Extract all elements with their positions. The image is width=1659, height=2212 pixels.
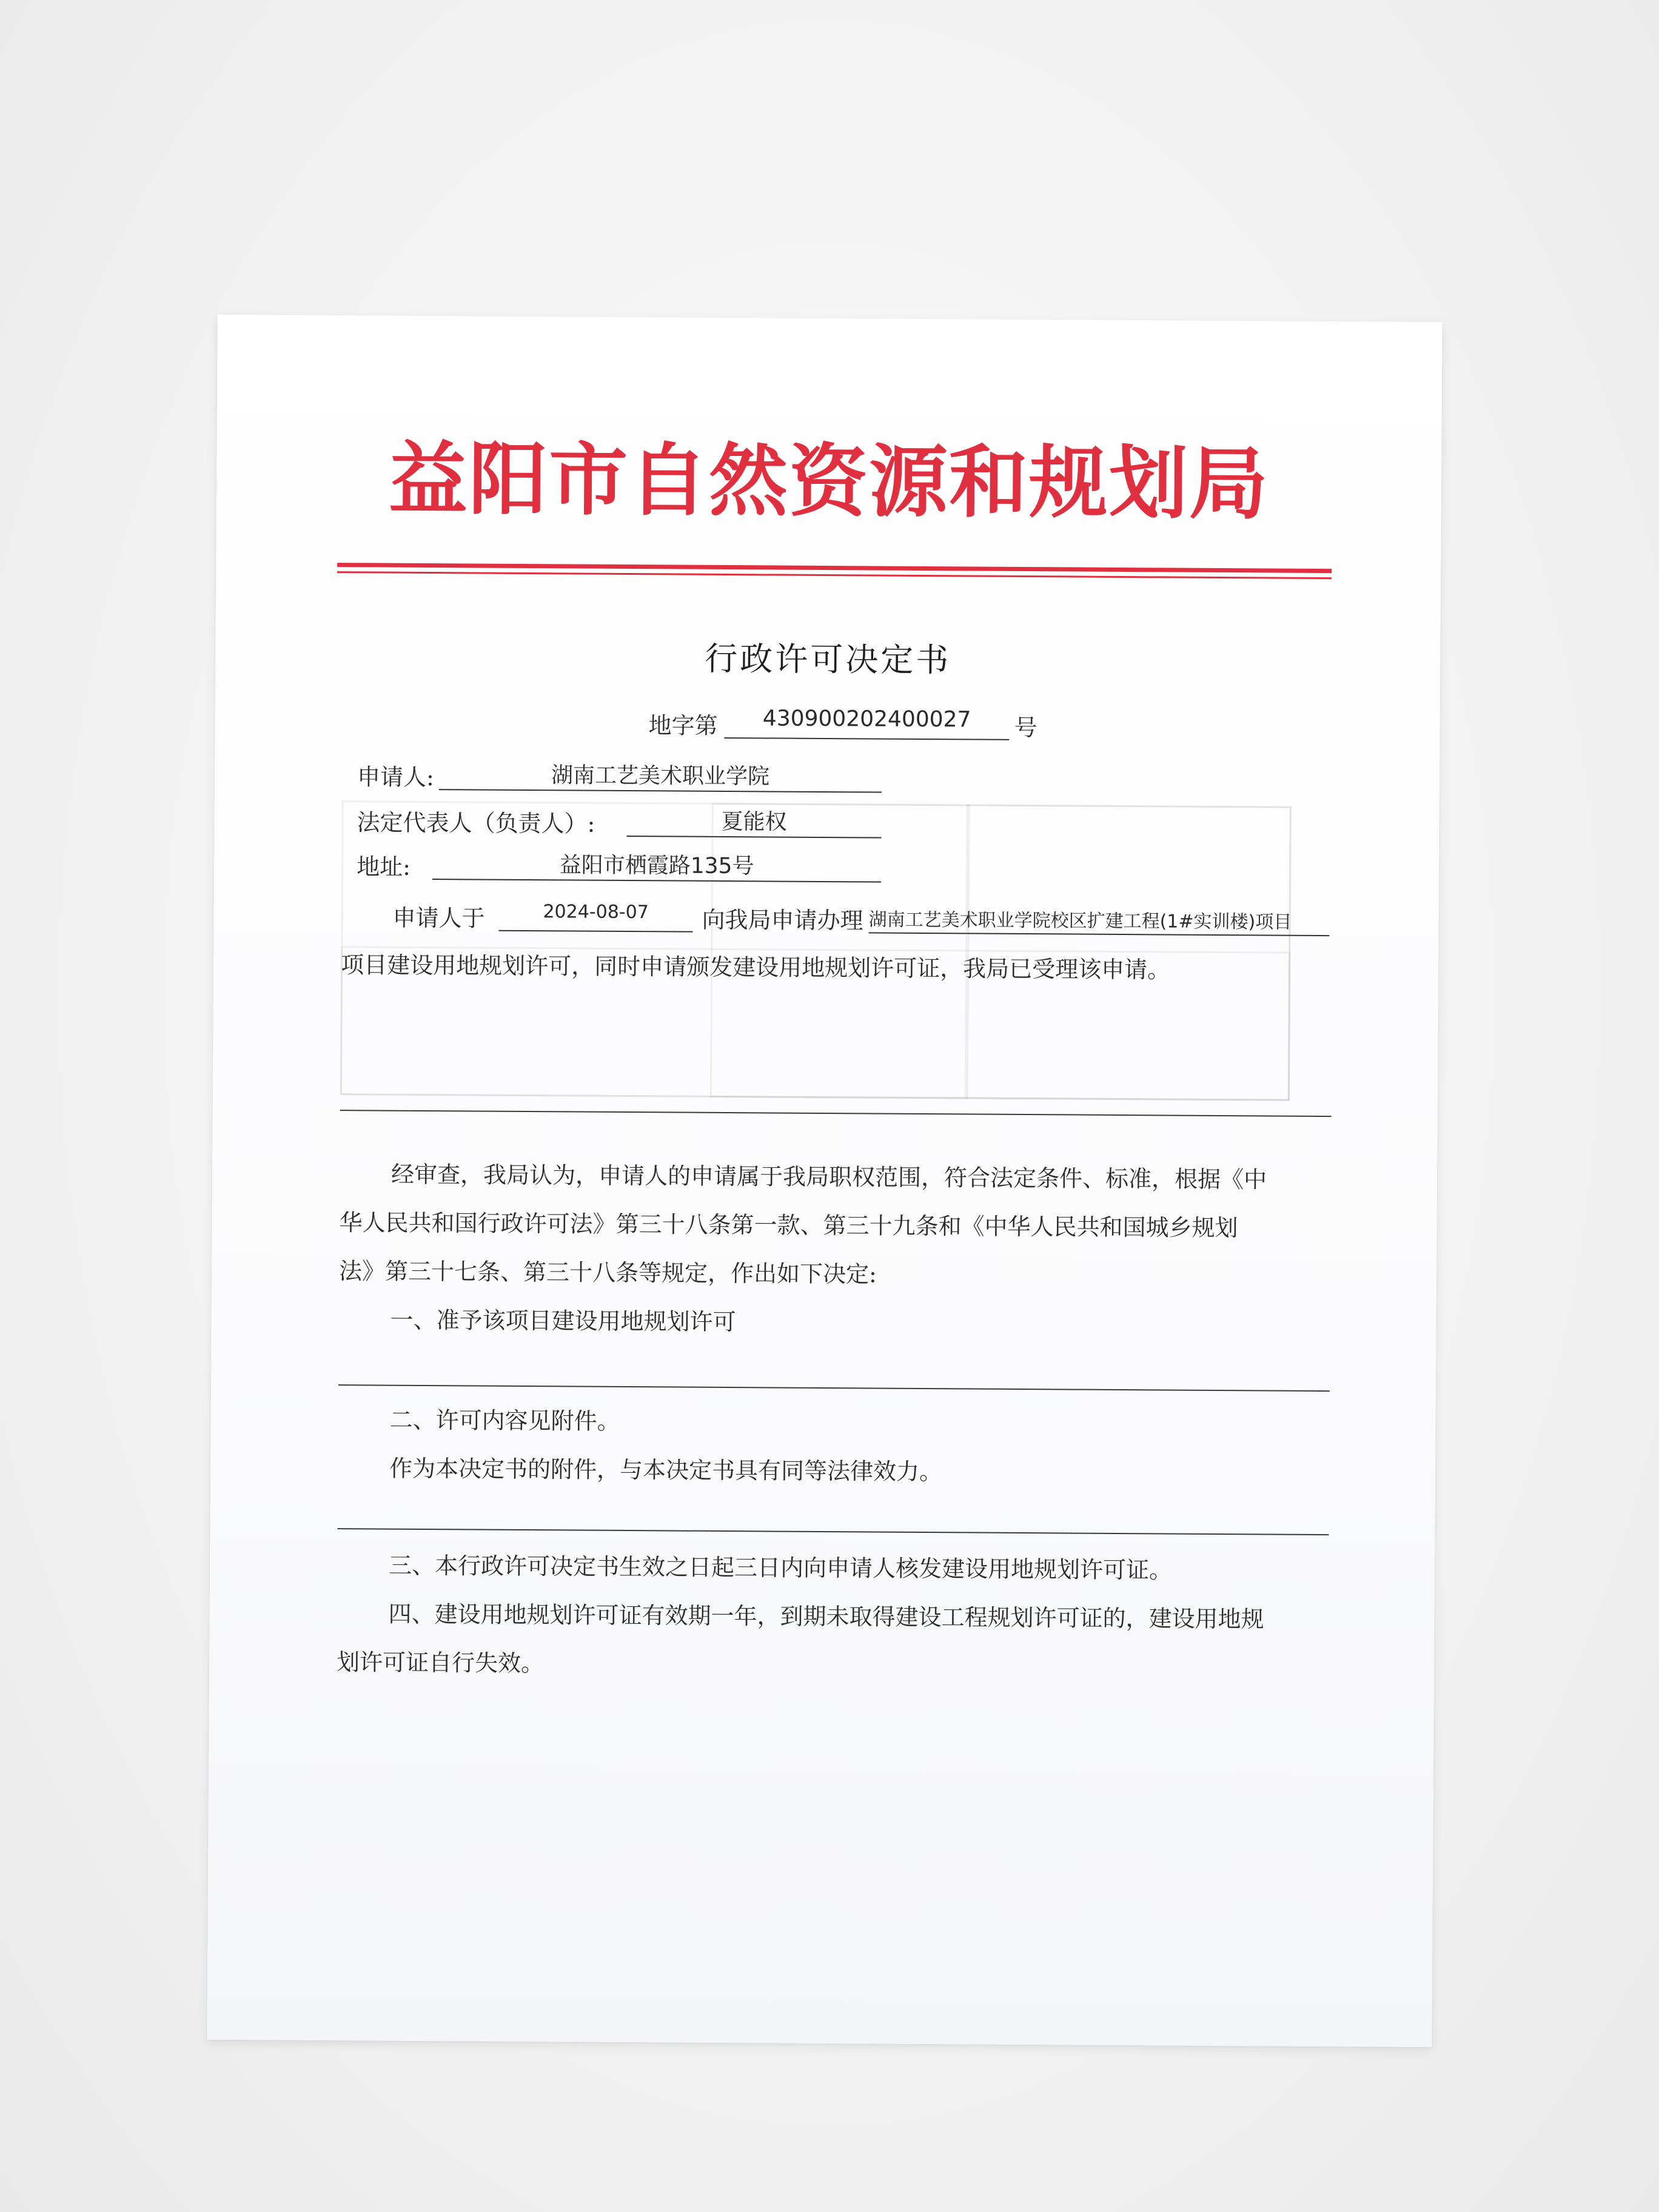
document-title: 行政许可决定书 bbox=[705, 639, 951, 680]
header-red-line-bottom bbox=[337, 571, 1332, 579]
application-date: 2024-08-07 bbox=[543, 901, 649, 923]
application-lead: 申请人于 bbox=[392, 904, 485, 932]
address-label: 地址: bbox=[357, 853, 411, 880]
applicant-label: 申请人: bbox=[357, 763, 434, 791]
review-line-1: 经审查，我局认为，申请人的申请属于我局职权范围，符合法定条件、标准，根据《中 bbox=[390, 1161, 1267, 1193]
application-mid: 向我局申请办理 bbox=[702, 906, 863, 934]
applicant-name: 湖南工艺美术职业学院 bbox=[551, 763, 770, 789]
legal-rep-label: 法定代表人（负责人）: bbox=[357, 809, 595, 837]
section-rule-2 bbox=[338, 1384, 1330, 1392]
decision-4-line-2: 划许可证自行失效。 bbox=[337, 1649, 545, 1677]
section-rule-1 bbox=[340, 1110, 1332, 1117]
permit-number: 430900202400027 bbox=[762, 706, 971, 732]
decision-document-page bbox=[207, 315, 1442, 2047]
decision-1: 一、准予该项目建设用地规划许可 bbox=[390, 1306, 736, 1336]
address-value: 益阳市栖霞路135号 bbox=[559, 853, 754, 879]
permit-number-underline bbox=[724, 737, 1009, 740]
project-name: 湖南工艺美术职业学院校区扩建工程(1#实训楼)项目 bbox=[868, 909, 1292, 933]
review-line-2: 华人民共和国行政许可法》第三十八条第一款、第三十九条和《中华人民共和国城乡规划 bbox=[339, 1209, 1238, 1242]
header-red-line-top bbox=[337, 563, 1332, 573]
review-line-3: 法》第三十七条、第三十八条等规定，作出如下决定: bbox=[338, 1258, 877, 1288]
agency-header: 益阳市自然资源和规划局 bbox=[388, 432, 1270, 531]
decision-4-line-1: 四、建设用地规划许可证有效期一年，到期未取得建设工程规划许可证的，建设用地规 bbox=[388, 1600, 1264, 1633]
decision-2: 二、许可内容见附件。 bbox=[389, 1406, 620, 1435]
section-rule-3 bbox=[337, 1528, 1329, 1535]
attachment-note: 作为本决定书的附件，与本决定书具有同等法律效力。 bbox=[389, 1455, 943, 1486]
legal-rep-name: 夏能权 bbox=[721, 809, 787, 835]
decision-3: 三、本行政许可决定书生效之日起三日内向申请人核发建设用地规划许可证。 bbox=[388, 1552, 1173, 1584]
application-line2: 项目建设用地规划许可，同时申请颁发建设用地规划许可证，我局已受理该申请。 bbox=[341, 951, 1171, 984]
number-prefix: 地字第 bbox=[648, 712, 718, 739]
number-suffix: 号 bbox=[1014, 714, 1037, 742]
